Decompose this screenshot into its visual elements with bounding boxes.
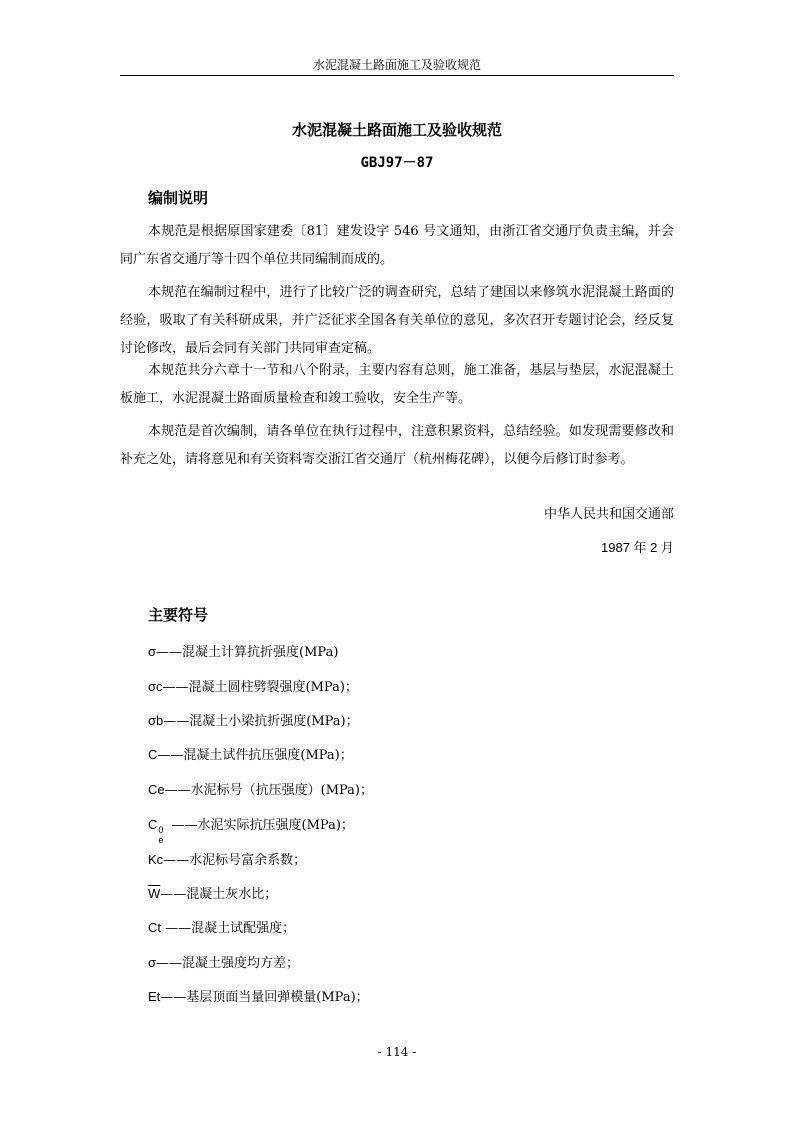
symbols-heading: 主要符号	[148, 606, 209, 624]
symbol-description: ——水泥标号（抗压强度）(MPa)；	[164, 783, 373, 798]
symbol-description: ——基层顶面当量回弹模量(MPa)；	[160, 990, 369, 1005]
preface-paragraph-3: 本规范共分六章十一节和八个附录，主要内容有总则，施工准备，基层与垫层，水泥混凝土板施工，水泥混凝土路面质量检查和竣工验收，安全生产等。	[120, 363, 674, 406]
symbol-subscript: e	[158, 835, 164, 845]
preface-paragraph-1: 本规范是根据原国家建委〔81〕建发设字 546 号文通知，由浙江省交通厅负责主编，并会同广东省交通厅等十四个单位共同编制而成的。	[120, 224, 674, 267]
symbol-item	[148, 780, 373, 801]
preface-heading: 编制说明	[148, 189, 209, 207]
symbol-item	[148, 850, 306, 871]
symbol: $\overline{W}$	[148, 886, 161, 901]
page-number: - 114 -	[377, 1045, 417, 1059]
symbol-item	[148, 884, 277, 905]
symbol-item	[148, 953, 299, 974]
symbol-item	[148, 642, 338, 663]
symbol: Ce	[148, 782, 165, 797]
symbol: Et	[148, 989, 161, 1004]
document-code: GBJ97－87	[360, 155, 434, 171]
preface-paragraph-2: 本规范在编制过程中，进行了比较广泛的调查研究，总结了建国以来修筑水泥混凝土路面的经验，吸取了有关科研成果，并广泛征求全国各有关单位的意见，多次召开专题讨论会，经反复讨论修改，最后会同有关部门共同审查定稿。	[120, 285, 674, 356]
symbol-superscript: 0	[158, 825, 164, 835]
symbol: σ	[148, 644, 157, 659]
symbol-description: ——水泥实际抗压强度(MPa)；	[167, 818, 354, 833]
date: 1987 年 2 月	[601, 540, 674, 555]
signature: 中华人民共和国交通部	[543, 507, 674, 522]
symbol-description: ——混凝土强度均方差；	[156, 956, 300, 971]
symbol-description: ——混凝土试件抗压强度(MPa)；	[157, 748, 353, 763]
symbol: C	[148, 747, 158, 762]
preface-paragraph-4: 本规范是首次编制，请各单位在执行过程中，注意积累资料，总结经验。如发现需要修改和补充之处，请将意见和有关资料寄交浙江省交通厅（杭州梅花碑），以便今后修订时参考。	[120, 424, 674, 467]
symbol-item	[148, 987, 369, 1008]
symbol-description: ——水泥标号富余系数；	[163, 853, 307, 868]
symbol: C	[148, 817, 158, 832]
running-header: 水泥混凝土路面施工及验收规范	[312, 58, 481, 72]
symbol-item	[148, 918, 295, 939]
header-rule	[120, 75, 674, 76]
symbol-description: ——混凝土试配强度；	[161, 921, 296, 936]
symbol: σ	[148, 955, 157, 970]
symbol-item	[148, 711, 359, 732]
symbol-description: ——混凝土圆柱劈裂强度(MPa)；	[162, 680, 358, 695]
symbol-item	[148, 745, 353, 766]
symbol: σb	[148, 713, 164, 728]
symbol-item	[148, 677, 358, 698]
symbol: σc	[148, 679, 163, 694]
symbol-description: ——混凝土小梁抗折强度(MPa)；	[163, 714, 359, 729]
symbol: Kc	[148, 852, 164, 867]
symbol-item	[148, 815, 354, 845]
document-title: 水泥混凝土路面施工及验收规范	[291, 121, 502, 139]
symbol: Ct	[148, 920, 161, 935]
symbol-description: ——混凝土计算抗折强度(MPa)	[156, 645, 339, 660]
symbol-description: ——混凝土灰水比；	[160, 887, 278, 902]
